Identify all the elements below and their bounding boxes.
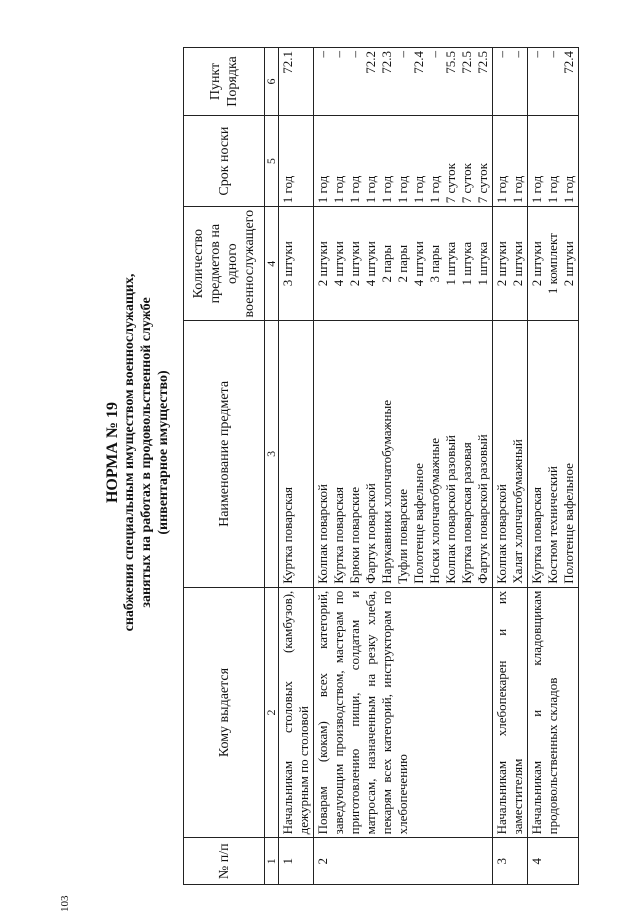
item-term: 7 суток — [459, 119, 475, 203]
item-term: 7 суток — [443, 119, 459, 203]
item-point: 72.4 — [411, 51, 427, 112]
term-cell — [314, 115, 493, 206]
index-cell: 1 — [265, 838, 279, 885]
point-cell — [279, 48, 314, 116]
item-cell — [279, 321, 314, 588]
item-name: Нарукавники хлопчатобумажные — [379, 324, 395, 584]
item-term: 1 год — [379, 119, 395, 203]
item-qty: 3 штуки — [280, 210, 296, 317]
item-point: 72.4 — [561, 51, 577, 112]
item-point: 72.3 — [379, 51, 395, 112]
item-qty: 4 штуки — [331, 210, 347, 317]
recipient-text: Поварам (кокам) всех категорий, заведующим производством, мастерам по приготовлению пищи, солдатам и матросам, назначенным на резку хлеба, пекарям всех категорий, инструкторам по хлебопечению — [315, 591, 410, 835]
item-point: – — [510, 51, 526, 112]
item-term: 1 год — [494, 119, 510, 203]
term-cell — [528, 115, 579, 206]
item-qty: 2 пары — [379, 210, 395, 317]
header-point: Пункт Порядка — [184, 48, 265, 116]
item-point: – — [545, 51, 561, 112]
row-number — [279, 838, 314, 885]
item-term: 1 год — [545, 119, 561, 203]
item-term: 1 год — [347, 119, 363, 203]
row-number — [493, 838, 528, 885]
recipient-cell — [279, 587, 314, 838]
item-name: Куртка поварская — [331, 324, 347, 584]
item-point: – — [427, 51, 443, 112]
item-qty: 4 штуки — [411, 210, 427, 317]
item-name: Куртка поварская — [529, 324, 545, 584]
item-point: – — [331, 51, 347, 112]
item-point: – — [315, 51, 331, 112]
item-term: 1 год — [427, 119, 443, 203]
item-name: Куртка поварская — [280, 324, 296, 584]
header-qty: Количество предметов на одного военнослужащего — [184, 207, 265, 321]
item-term: 1 год — [529, 119, 545, 203]
item-qty: 2 штуки — [494, 210, 510, 317]
item-term: 1 год — [510, 119, 526, 203]
index-cell: 6 — [265, 48, 279, 116]
table-row — [314, 48, 493, 885]
item-point: – — [529, 51, 545, 112]
term-cell — [493, 115, 528, 206]
item-point: – — [494, 51, 510, 112]
item-point: 72.5 — [459, 51, 475, 112]
item-qty: 3 пары — [427, 210, 443, 317]
term-cell — [279, 115, 314, 206]
recipient-cell — [493, 587, 528, 838]
item-point: – — [395, 51, 411, 112]
item-term: 1 год — [561, 119, 577, 203]
item-qty: 2 штуки — [510, 210, 526, 317]
item-name: Фартук поварской — [363, 324, 379, 584]
item-qty: 4 штуки — [363, 210, 379, 317]
item-cell — [314, 321, 493, 588]
item-point: 75.5 — [443, 51, 459, 112]
table-row — [493, 48, 528, 885]
item-name: Куртка поварская разовая — [459, 324, 475, 584]
point-cell — [528, 48, 579, 116]
index-cell: 4 — [265, 207, 279, 321]
document-heading — [104, 0, 172, 905]
row-number — [528, 838, 579, 885]
heading-line-3: занятых на работах в продовольственной службе — [138, 0, 155, 905]
recipient-text: Начальникам столовых (камбузов), дежурным по столовой — [280, 591, 311, 835]
item-name: Полотенце вафельное — [561, 324, 577, 584]
item-name: Колпак поварской — [494, 324, 510, 584]
qty-cell — [314, 207, 493, 321]
item-point: 72.1 — [280, 51, 296, 112]
header-row — [184, 48, 265, 885]
index-cell: 2 — [265, 587, 279, 838]
recipient-cell — [528, 587, 579, 838]
item-name: Фартук поварской разовый — [475, 324, 491, 584]
item-name: Костюм технический — [545, 324, 561, 584]
row-number — [314, 838, 493, 885]
heading-line-4: (инвентарное имущество) — [155, 0, 172, 905]
item-name: Колпак поварской разовый — [443, 324, 459, 584]
item-qty: 2 штуки — [315, 210, 331, 317]
item-point: – — [347, 51, 363, 112]
point-cell — [493, 48, 528, 116]
recipient-text: Начальникам хлебопекарен и их заместителям — [494, 591, 525, 835]
header-term: Срок носки — [184, 115, 265, 206]
qty-cell — [528, 207, 579, 321]
item-qty: 2 штуки — [529, 210, 545, 317]
item-qty: 1 комплект — [545, 210, 561, 317]
row-number-text: 1 — [280, 858, 295, 865]
qty-cell — [493, 207, 528, 321]
item-name: Халат хлопчатобумажный — [510, 324, 526, 584]
header-item: Наименование предмета — [184, 321, 265, 588]
table-body — [279, 48, 579, 885]
item-cell — [493, 321, 528, 588]
item-point: 72.5 — [475, 51, 491, 112]
item-cell — [528, 321, 579, 588]
item-term: 7 суток — [475, 119, 491, 203]
item-name: Полотенце вафельное — [411, 324, 427, 584]
item-term: 1 год — [363, 119, 379, 203]
item-qty: 2 штуки — [347, 210, 363, 317]
item-qty: 2 штуки — [561, 210, 577, 317]
row-number-text: 3 — [494, 858, 509, 865]
item-term: 1 год — [411, 119, 427, 203]
index-cell: 3 — [265, 321, 279, 588]
header-who: Кому выдается — [184, 587, 265, 838]
row-number-text: 4 — [529, 858, 544, 865]
index-row — [265, 48, 279, 885]
point-cell — [314, 48, 493, 116]
item-name: Носки хлопчатобумажные — [427, 324, 443, 584]
item-term: 1 год — [395, 119, 411, 203]
item-term: 1 год — [280, 119, 296, 203]
recipient-cell — [314, 587, 493, 838]
item-point: 72.2 — [363, 51, 379, 112]
qty-cell — [279, 207, 314, 321]
index-cell: 5 — [265, 115, 279, 206]
table-row — [279, 48, 314, 885]
table-row — [528, 48, 579, 885]
item-name: Брюки поварские — [347, 324, 363, 584]
item-name: Туфли поварские — [395, 324, 411, 584]
heading-line-2: снабжения специальным имуществом военнослужащих, — [121, 0, 138, 905]
heading-title: НОРМА № 19 — [104, 0, 121, 905]
item-term: 1 год — [315, 119, 331, 203]
item-qty: 2 пары — [395, 210, 411, 317]
item-name: Колпак поварской — [315, 324, 331, 584]
header-num: № п/п — [184, 838, 265, 885]
norm-table — [183, 47, 579, 885]
item-term: 1 год — [331, 119, 347, 203]
row-number-text: 2 — [315, 858, 330, 865]
recipient-text: Начальникам и кладовщикам продовольственных складов — [529, 591, 560, 835]
item-qty: 1 штука — [459, 210, 475, 317]
item-qty: 1 штука — [443, 210, 459, 317]
page-number: 103 — [59, 896, 71, 912]
item-qty: 1 штука — [475, 210, 491, 317]
